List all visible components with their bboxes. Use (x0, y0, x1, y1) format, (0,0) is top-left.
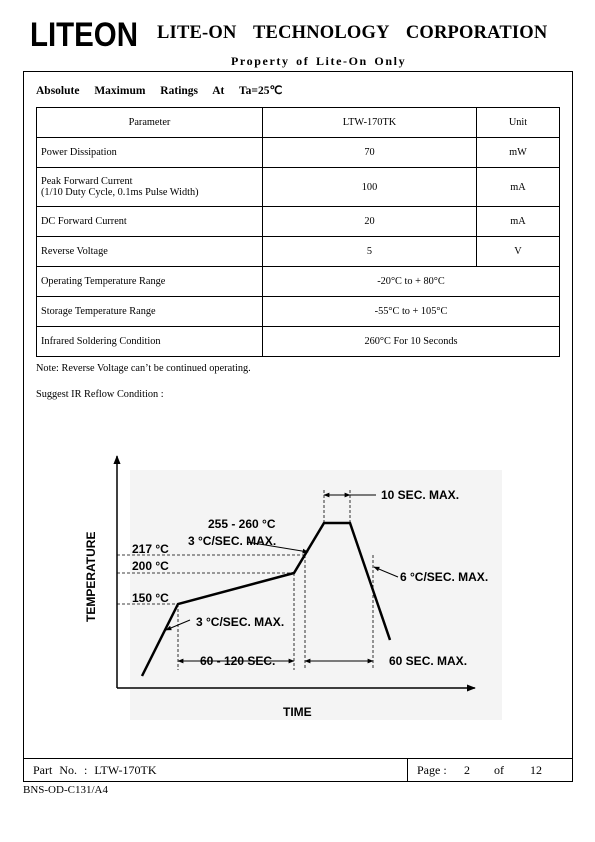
reflow-profile-diagram (80, 440, 510, 730)
ratings-table (36, 107, 560, 357)
y-axis-label: TEMPERATURE (84, 531, 98, 622)
table-header-row (37, 108, 560, 138)
row-param: Reverse Voltage (37, 237, 263, 267)
row-value: 20 (263, 207, 477, 237)
page-total: 12 (530, 763, 542, 777)
row-value: -55°C to + 105°C (263, 297, 560, 327)
row-value: 260°C For 10 Seconds (263, 327, 560, 357)
table-row (37, 207, 560, 237)
col-parameter: Parameter (37, 108, 263, 138)
row-value: 100 (263, 168, 477, 207)
table-row (37, 267, 560, 297)
ramp2-label: 3 °C/SEC. MAX. (188, 534, 277, 548)
table-row (37, 168, 560, 207)
liteon-logo (30, 16, 138, 54)
page-label: Page : (417, 763, 447, 777)
row-unit: mA (477, 207, 560, 237)
row-param-line2: (1/10 Duty Cycle, 0.1ms Pulse Width) (41, 187, 199, 198)
row-param: Infrared Soldering Condition (37, 327, 263, 357)
row-param: Operating Temperature Range (37, 267, 263, 297)
page-of: of (494, 763, 504, 777)
peak-temp-label: 255 - 260 °C (208, 517, 276, 531)
row-param-line1: Peak Forward Current (41, 176, 133, 187)
soak-time-label: 60 - 120 SEC. (200, 654, 276, 668)
row-param (37, 168, 263, 207)
row-param: Storage Temperature Range (37, 297, 263, 327)
col-unit: Unit (477, 108, 560, 138)
col-part: LTW-170TK (263, 108, 477, 138)
table-row (37, 327, 560, 357)
footer-divider (407, 759, 408, 782)
x-axis-label: TIME (283, 705, 312, 719)
peak-time-label: 10 SEC. MAX. (381, 488, 460, 502)
suggest-heading: Suggest IR Reflow Condition : (36, 389, 164, 400)
table-row (37, 297, 560, 327)
row-value: 70 (263, 138, 477, 168)
page-number: 2 (464, 763, 470, 777)
row-value: 5 (263, 237, 477, 267)
table-row (37, 237, 560, 267)
document-number: BNS-OD-C131/A4 (23, 784, 108, 796)
svg-text:LITEON: LITEON (30, 16, 138, 54)
row-unit: V (477, 237, 560, 267)
company-name: LITE-ON TECHNOLOGY CORPORATION (157, 23, 548, 43)
diagram-shading (130, 470, 502, 720)
row-param: Power Dissipation (37, 138, 263, 168)
note: Note: Reverse Voltage can’t be continued operating. (36, 363, 251, 374)
row-param: DC Forward Current (37, 207, 263, 237)
part-number: Part No. : LTW-170TK (33, 763, 157, 777)
temp-200-label: 200 °C (132, 559, 169, 573)
row-unit: mA (477, 168, 560, 207)
row-unit: mW (477, 138, 560, 168)
row-value: -20°C to + 80°C (263, 267, 560, 297)
property-line: Property of Lite-On Only (231, 54, 407, 68)
above-time-label: 60 SEC. MAX. (389, 654, 468, 668)
section-title: Absolute Maximum Ratings At Ta=25℃ (36, 85, 283, 97)
temp-217-label: 217 °C (132, 542, 169, 556)
table-row (37, 138, 560, 168)
temp-150-label: 150 °C (132, 591, 169, 605)
footer-bar (23, 758, 573, 782)
ramp1-label: 3 °C/SEC. MAX. (196, 615, 285, 629)
cool-label: 6 °C/SEC. MAX. (400, 570, 489, 584)
